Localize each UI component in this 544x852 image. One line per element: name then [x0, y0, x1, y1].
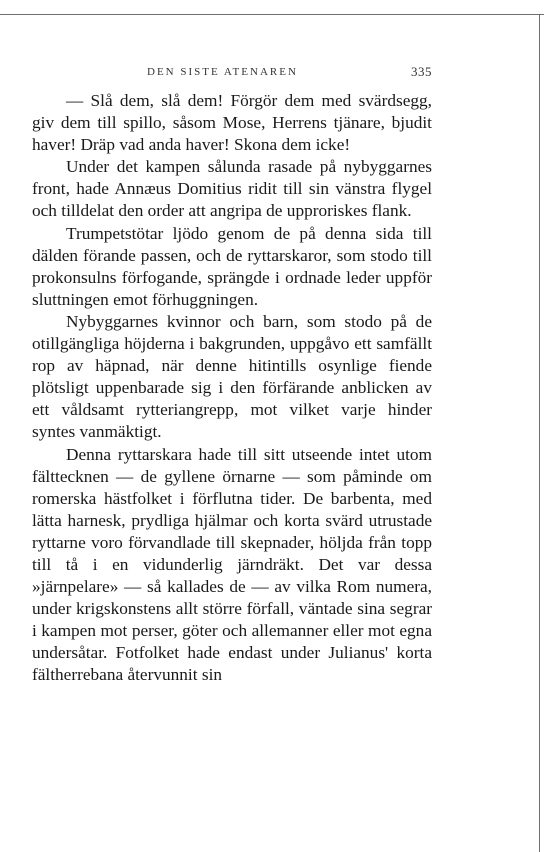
- running-header: [32, 58, 432, 80]
- page-number: 335: [411, 64, 432, 79]
- paragraph: Under det kampen sålunda rasade på nybyggarnes front, hade Annæus Domitius ridit till sin vänstra flygel och tilldelat den order att angripa de upproriskes flank.: [32, 157, 432, 221]
- paragraph: Denna ryttarskara hade till sitt utseende intet utom fälttecknen — de gyllene örnarne — som påminde om romerska hästfolket i förflutna tider. De barbenta, med lätta harnesk, prydliga hjälmar och korta svärd utrustade ryttarne voro förvandlade till skepnader, höljda från topp till tå i en vidunderlig järndräkt. Det var dessa »järnpelare» — så kallades de — av vilka Rom numera, under krigskonstens allt större förfall, väntade sina segrar i kampen mot perser, göter och allemanner eller mot egna undersåtar. Fotfolket hade endast under Julianus' korta fältherrebana återvunnit sin: [32, 444, 432, 685]
- page-frame-right-border: [539, 14, 540, 852]
- paragraph: Trumpetstötar ljödo genom de på denna sida till dälden förande passen, och de ryttarskaror, som stodo till prokonsulns förfogande, sprängde i ordnade leder uppför sluttningen emot förhuggningen.: [32, 223, 432, 309]
- paragraph: Nybyggarnes kvinnor och barn, som stodo på de otillgängliga höjderna i bakgrunden, uppgåvo ett samfällt rop av häpnad, när denne hitintills osynlige fiende plötsligt uppenbarade sig i den förfärande anblicken av ett våldsamt rytteriangrepp, mot vilket varje hinder syntes vanmäktigt.: [32, 311, 432, 442]
- paragraph: — Slå dem, slå dem! Förgör dem med svärdsegg, giv dem till spillo, såsom Mose, Herrens tjänare, bjudit haver! Dräp vad anda haver! Skona dem icke!: [32, 91, 432, 155]
- body-text: [32, 90, 432, 687]
- running-title: DEN SISTE ATENAREN: [147, 66, 298, 78]
- page-frame-top-border: [0, 0, 544, 15]
- book-page: [32, 58, 432, 687]
